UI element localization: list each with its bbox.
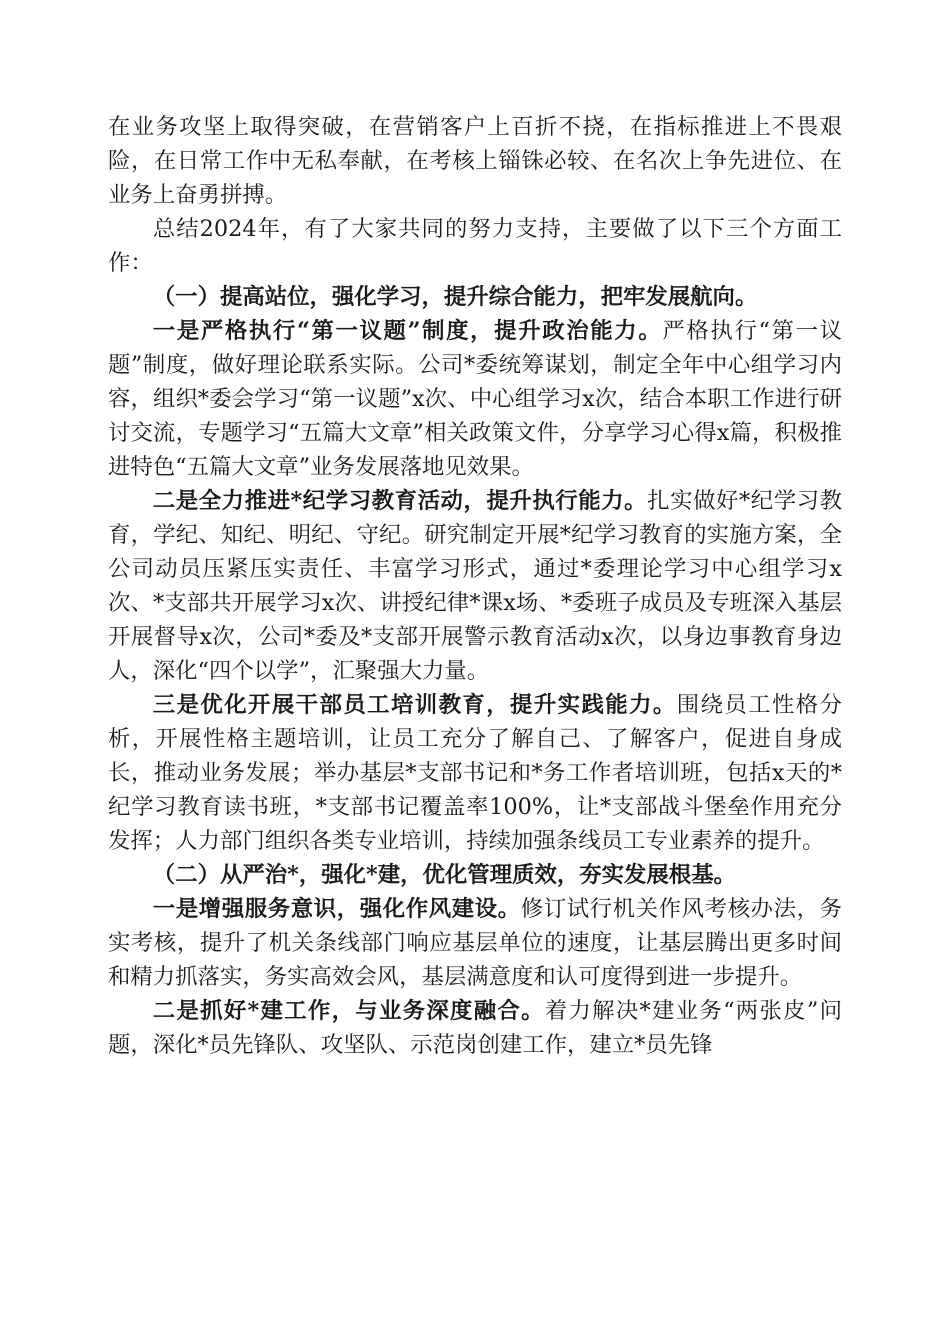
paragraph-lead: 一是增强服务意识，强化作风建设。 — [152, 896, 521, 922]
paragraph-continuation — [108, 110, 842, 212]
paragraph-item-2-1 — [108, 892, 842, 994]
paragraph-text: 围绕员工性格分析，开展性格主题培训，让员工充分了解自己、了解客户，促进自身成长，推动业务发展；举办基层*支部书记和*务工作者培训班，包括x天的*纪学习教育读书班，*支部书记覆盖率100%，让*支部战斗堡垒作用充分发挥；人力部门组织各类专业培训，持续加强条线员工专业素养的提升。 — [108, 692, 843, 854]
section-heading-text: （一）提高站位，强化学习，提升综合能力，把牢发展航向。 — [152, 284, 758, 310]
paragraph-lead: 二是抓好*建工作，与业务深度融合。 — [152, 998, 545, 1024]
section-heading-2 — [108, 858, 842, 892]
paragraph-item-2-2 — [108, 994, 842, 1062]
paragraph-lead: 三是优化开展干部员工培训教育，提升实践能力。 — [152, 692, 677, 718]
paragraph-lead: 二是全力推进*纪学习教育活动，提升执行能力。 — [152, 488, 648, 514]
section-heading-text: （二）从严治*，强化*建，优化管理质效，夯实发展根基。 — [152, 862, 736, 888]
paragraph-item-1-1 — [108, 314, 842, 484]
document-body — [108, 110, 842, 1062]
paragraph-text: 着力解决*建业务“两张皮”问题，深化*员先锋队、攻坚队、示范岗创建工作，建立*员先锋 — [108, 998, 842, 1058]
section-heading-1 — [108, 280, 842, 314]
paragraph-lead: 一是严格执行“第一议题”制度，提升政治能力。 — [152, 318, 663, 344]
paragraph-item-1-2 — [108, 484, 842, 688]
paragraph-text: 修订试行机关作风考核办法，务实考核，提升了机关条线部门响应基层单位的速度，让基层腾出更多时间和精力抓落实，务实高效会风，基层满意度和认可度得到进一步提升。 — [108, 896, 843, 990]
paragraph-text: 扎实做好*纪学习教育，学纪、知纪、明纪、守纪。研究制定开展*纪学习教育的实施方案，全公司动员压紧压实责任、丰富学习形式，通过*委理论学习中心组学习x次、*支部共开展学习x次、讲授纪律*课x场、*委班子成员及专班深入基层开展督导x次，公司*委及*支部开展警示教育活动x次，以身边事教育身边人，深化“四个以学”，汇聚强大力量。 — [108, 488, 842, 684]
paragraph-text: 严格执行“第一议题”制度，做好理论联系实际。公司*委统筹谋划，制定全年中心组学习内容，组织*委会学习“第一议题”x次、中心组学习x次，结合本职工作进行研讨交流，专题学习“五篇大文章”相关政策文件，分享学习心得x篇，积极推进特色“五篇大文章”业务发展落地见效果。 — [108, 318, 842, 480]
paragraph-text: 在业务攻坚上取得突破，在营销客户上百折不挠，在指标推进上不畏艰险，在日常工作中无私奉献，在考核上锱铢必较、在名次上争先进位、在业务上奋勇拼搏。 — [108, 114, 842, 208]
paragraph-text: 总结2024年，有了大家共同的努力支持，主要做了以下三个方面工作： — [108, 216, 842, 276]
paragraph-summary — [108, 212, 842, 280]
paragraph-item-1-3 — [108, 688, 842, 858]
